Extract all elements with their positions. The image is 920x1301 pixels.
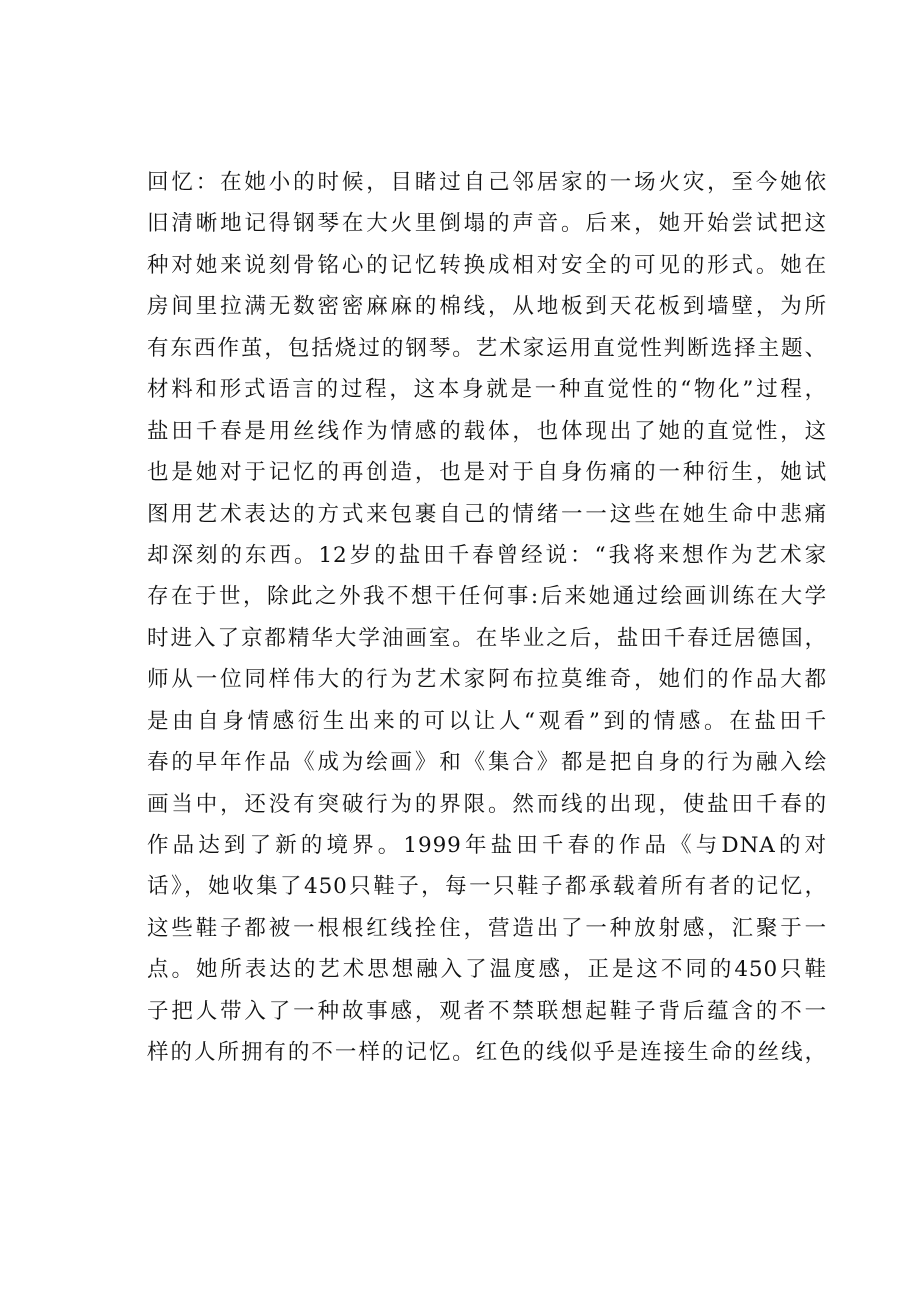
text-line: 作品达到了新的境界。1999年盐田千春的作品《与DNA的对 xyxy=(147,833,827,858)
text-line: 是由自身情感衍生出来的可以让人“观看”到的情感。在盐田千 xyxy=(147,708,827,734)
text-line: 旧清晰地记得钢琴在大火里倒塌的声音。后来，她开始尝试把这 xyxy=(147,211,827,237)
text-line: 点。她所表达的艺术思想融入了温度感，正是这不同的450只鞋 xyxy=(147,957,827,983)
text-line: 样的人所拥有的不一样的记忆。红色的线似乎是连接生命的丝线， xyxy=(147,1040,827,1066)
text-line: 画当中，还没有突破行为的界限。然而线的出现，使盐田千春的 xyxy=(147,791,827,817)
text-line: 种对她来说刻骨铭心的记忆转换成相对安全的可见的形式。她在 xyxy=(147,252,827,278)
text-line: 时进入了京都精华大学油画室。在毕业之后，盐田千春迁居德国， xyxy=(147,625,827,651)
text-line: 却深刻的东西。12岁的盐田千春曾经说：“我将来想作为艺术家 xyxy=(147,542,827,568)
text-line: 也是她对于记忆的再创造，也是对于自身伤痛的一种衍生，她试 xyxy=(147,460,827,486)
body-paragraph xyxy=(147,162,827,1074)
text-line: 存在于世，除此之外我不想干任何事:后来她通过绘画训练在大学 xyxy=(147,584,827,610)
text-line: 话》，她收集了450只鞋子，每一只鞋子都承载着所有者的记忆， xyxy=(147,874,827,900)
text-line: 房间里拉满无数密密麻麻的棉线，从地板到天花板到墙壁，为所 xyxy=(147,294,827,320)
text-line: 回忆：在她小的时候，目睹过自己邻居家的一场火灾，至今她依 xyxy=(147,170,827,195)
text-line: 有东西作茧，包括烧过的钢琴。艺术家运用直觉性判断选择主题、 xyxy=(147,335,827,361)
text-line: 师从一位同样伟大的行为艺术家阿布拉莫维奇，她们的作品大都 xyxy=(147,667,827,693)
text-line: 材料和形式语言的过程，这本身就是一种直觉性的“物化”过程， xyxy=(147,377,827,403)
text-line: 图用艺术表达的方式来包裹自己的情绪一一这些在她生命中悲痛 xyxy=(147,501,827,527)
text-line: 盐田千春是用丝线作为情感的载体，也体现出了她的直觉性，这 xyxy=(147,418,827,444)
text-line: 这些鞋子都被一根根红线拴住，营造出了一种放射感，汇聚于一 xyxy=(147,915,827,941)
text-line: 子把人带入了一种故事感，观者不禁联想起鞋子背后蕴含的不一 xyxy=(147,998,827,1024)
text-line: 春的早年作品《成为绘画》和《集合》都是把自身的行为融入绘 xyxy=(147,750,827,776)
